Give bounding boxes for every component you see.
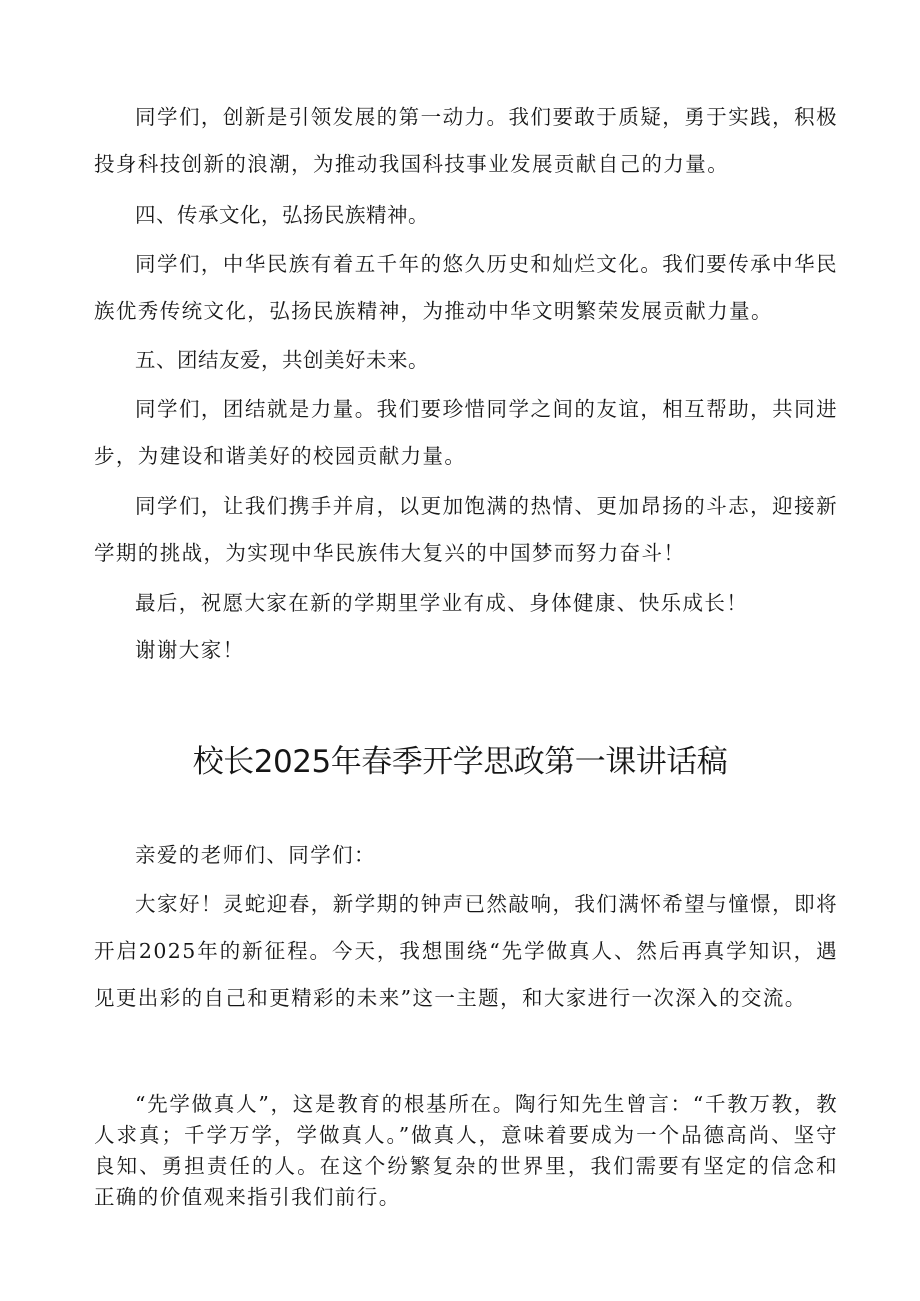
paragraph-culture: 同学们，中华民族有着五千年的悠久历史和灿烂文化。我们要传承中华民族优秀传统文化，弘扬民族精神，为推动中华文明繁荣发展贡献力量。 (94, 252, 838, 323)
paragraph-opening: 大家好！灵蛇迎春，新学期的钟声已然敲响，我们满怀希望与憧憬，即将开启2025年的新征程。今天，我想围绕“先学做真人、然后再真学知识，遇见更出彩的自己和更精彩的未来”这一主题，和大家进行一次深入的交流。 (94, 892, 838, 1010)
salutation: 亲爱的老师们、同学们： (135, 843, 376, 867)
section-heading-4: 四、传承文化，弘扬民族精神。 (135, 203, 429, 227)
paragraph-innovation: 同学们，创新是引领发展的第一动力。我们要敢于质疑，勇于实践，积极投身科技创新的浪潮，为推动我国科技事业发展贡献自己的力量。 (94, 105, 838, 176)
paragraph-wishes: 最后，祝愿大家在新的学期里学业有成、身体健康、快乐成长！ (135, 591, 749, 615)
paragraph-thanks: 谢谢大家！ (135, 638, 245, 662)
paragraph-unity: 同学们，团结就是力量。我们要珍惜同学之间的友谊，相互帮助，共同进步，为建设和谐美好的校园贡献力量。 (94, 397, 838, 468)
paragraph-true-person: “先学做真人”，这是教育的根基所在。陶行知先生曾言：“千教万教，教人求真；千学万学，学做真人。”做真人，意味着要成为一个品德高尚、坚守良知、勇担责任的人。在这个纷繁复杂的世界里，我们需要有坚定的信念和正确的价值观来指引我们前行。 (94, 1092, 838, 1209)
paragraph-call: 同学们，让我们携手并肩，以更加饱满的热情、更加昂扬的斗志，迎接新学期的挑战，为实现中华民族伟大复兴的中国梦而努力奋斗！ (94, 494, 838, 565)
section-heading-5: 五、团结友爱，共创美好未来。 (135, 348, 429, 372)
speech-title: 校长2025年春季开学思政第一课讲话稿 (192, 744, 728, 780)
